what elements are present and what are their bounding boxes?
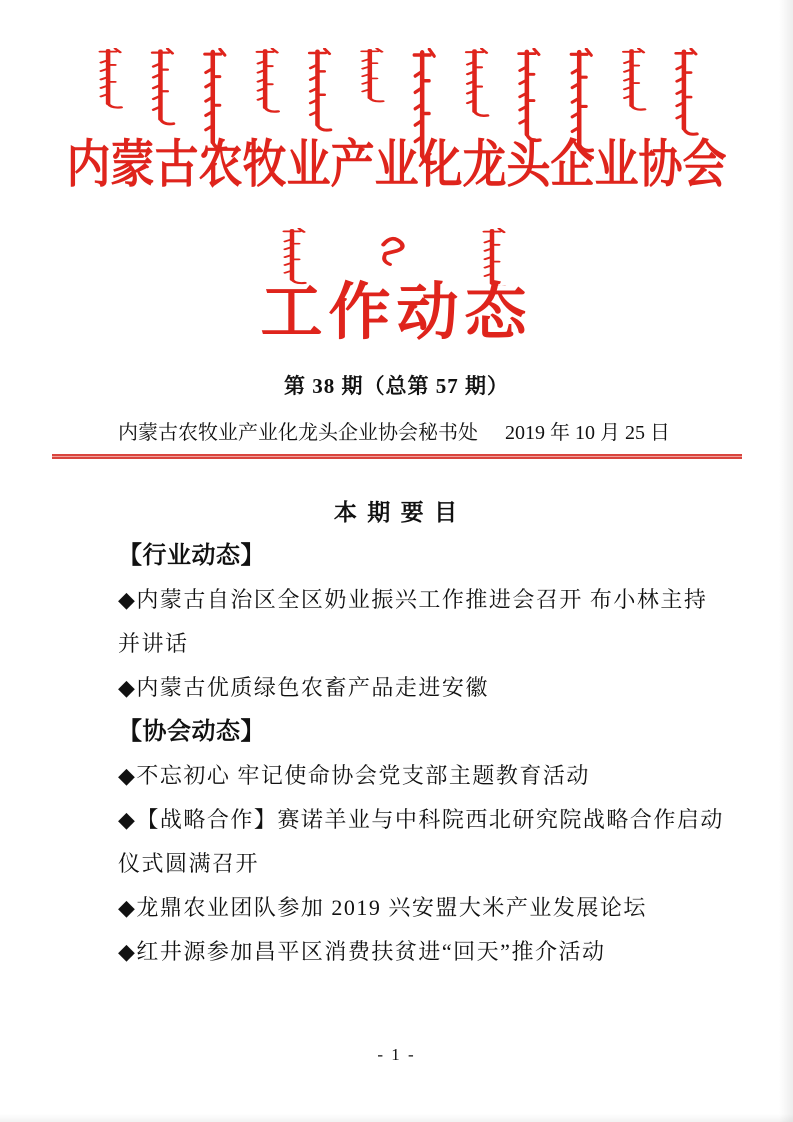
publication-date: 2019 年 10 月 25 日: [505, 422, 670, 444]
publisher-row: [118, 416, 670, 445]
toc-section-title: 【协会动态】: [118, 718, 265, 745]
toc-list: [118, 534, 724, 974]
toc-heading: 本 期 要 目: [333, 499, 460, 525]
masthead-divider-rule: [52, 454, 742, 459]
toc-item-continuation: 并讲话: [118, 631, 189, 656]
toc-item: ◆内蒙古优质绿色农畜产品走进安徽: [118, 675, 489, 700]
toc-item: ◆【战略合作】赛诺羊业与中科院西北研究院战略合作启动: [118, 807, 724, 832]
toc-item-continuation: 仪式圆满召开: [118, 851, 260, 876]
publisher-name: 内蒙古农牧业产业化龙头企业协会秘书处: [118, 422, 478, 444]
toc-item: ◆不忘初心 牢记使命协会党支部主题教育活动: [118, 763, 590, 788]
page-number: - 1 -: [377, 1045, 416, 1064]
toc-item: ◆红井源参加昌平区消费扶贫进“回天”推介活动: [118, 939, 606, 964]
toc-item: ◆内蒙古自治区全区奶业振兴工作推进会召开 布小林主持: [118, 587, 708, 612]
issue-number: 第 38 期（总第 57 期）: [284, 374, 509, 398]
bulletin-title: 工作动态: [260, 279, 533, 347]
org-title: 内蒙古农牧业产业化龙头企业协会: [66, 136, 727, 194]
toc-item: ◆龙鼎农业团队参加 2019 兴安盟大米产业发展论坛: [118, 895, 647, 920]
toc-section-title: 【行业动态】: [118, 542, 265, 569]
